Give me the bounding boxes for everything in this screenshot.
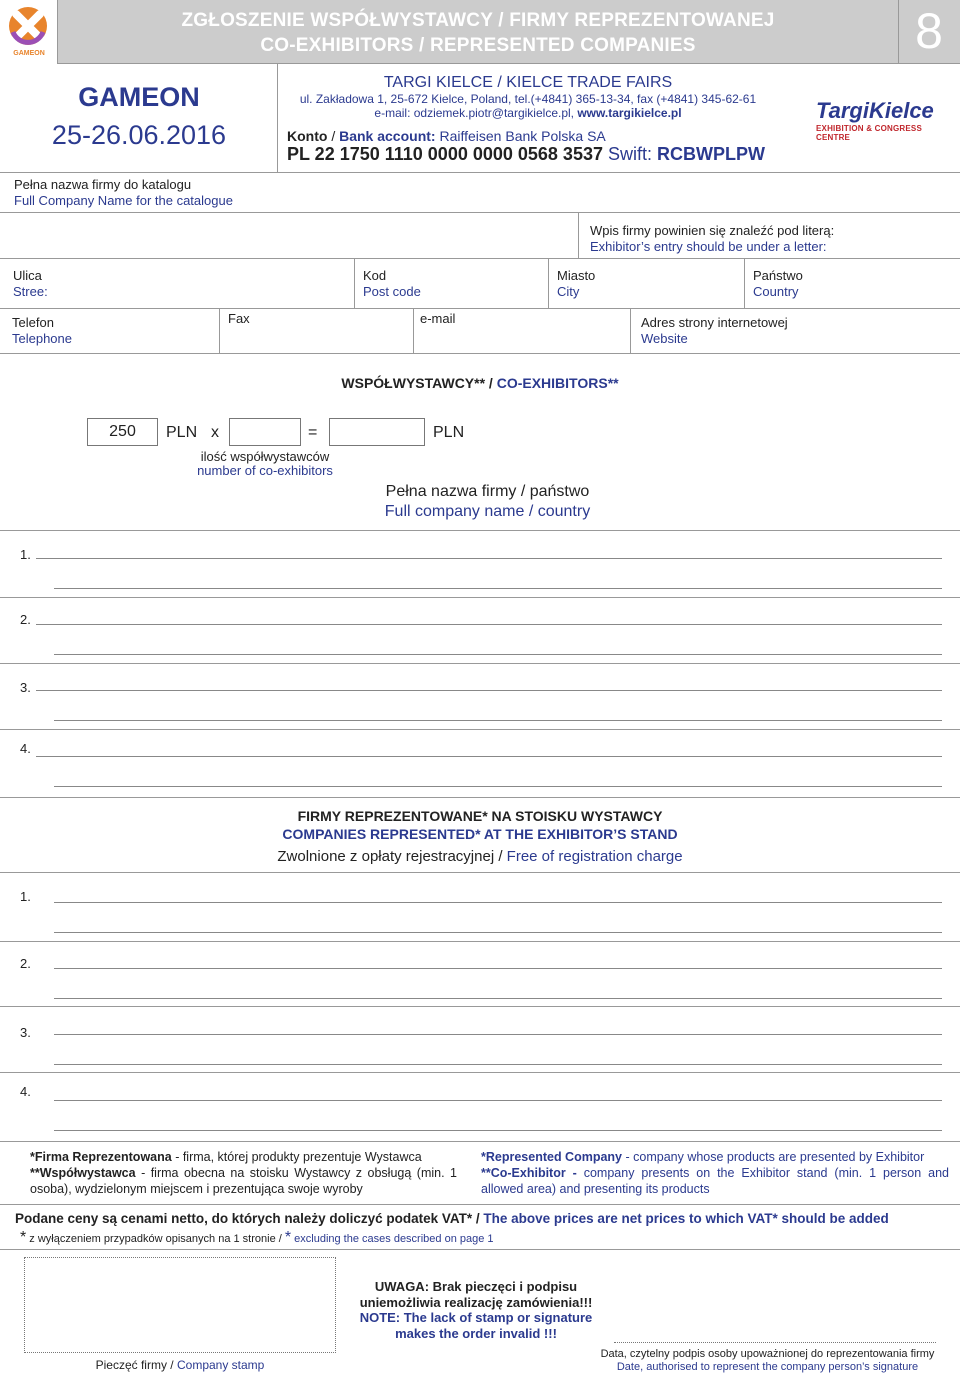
divider [0, 530, 960, 531]
coexhibitor-row-1-line-a[interactable] [36, 558, 942, 559]
coexhibitor-row-1-line-b[interactable] [54, 588, 942, 589]
country-field[interactable] [753, 268, 803, 300]
city-label-pl: Miasto [557, 268, 596, 283]
entry-letter-label-en: Exhibitor’s entry should be under a letter: [590, 239, 827, 254]
coexhibitor-name-header-en: Full company name / country [384, 503, 591, 520]
signature-label-pl: Data, czytelny podpis osoby upoważnionej do reprezentowania firmy [600, 1348, 935, 1360]
represented-row-number: 1. [20, 889, 31, 904]
phone-label-en: Telephone [12, 331, 72, 346]
entry-letter-label[interactable] [590, 223, 834, 255]
company-stamp-label [24, 1358, 336, 1372]
bank-account [287, 128, 606, 144]
divider [0, 353, 960, 354]
coexhibitor-row-number: 1. [20, 547, 31, 562]
footnote-rep-en-term: *Represented Company [481, 1150, 623, 1164]
form-title-pl: ZGŁOSZENIE WSPÓŁWYSTAWCY / FIRMY REPREZENTOWANEJ [181, 10, 775, 31]
divider [630, 308, 631, 353]
iban: PL 22 1750 1110 0000 0000 0568 3537 [287, 144, 603, 164]
represented-row-4-line-b[interactable] [54, 1130, 942, 1131]
coexhibitor-row-number: 2. [20, 612, 31, 627]
entry-letter-label-pl: Wpis firmy powinien się znaleźć pod literą: [590, 223, 835, 238]
coexhibitor-name-header [300, 482, 675, 522]
targi-kielce-logo [816, 98, 946, 142]
vat-note-en: The above prices are net prices to which VAT* should be added [483, 1211, 889, 1226]
email-label: e-mail [420, 311, 456, 326]
footnote-coex-pl-term: **Współwystawca [30, 1166, 136, 1180]
represented-fee-note-pl: Zwolnione z opłaty rejestracyjnej / [277, 848, 507, 865]
represented-row-4-line-a[interactable] [54, 1100, 942, 1101]
street-label-en: Stree: [13, 284, 48, 299]
phone-field[interactable] [12, 315, 72, 347]
represented-row-2-line-a[interactable] [54, 968, 942, 969]
postcode-label-en: Post code [363, 284, 421, 299]
quantity-input[interactable] [229, 418, 301, 446]
organizer-website[interactable]: www.targikielce.pl [577, 106, 682, 120]
divider [0, 172, 960, 173]
divider [0, 729, 960, 730]
postcode-label-pl: Kod [363, 268, 387, 283]
postcode-field[interactable] [363, 268, 421, 300]
represented-row-1-line-a[interactable] [54, 902, 942, 903]
footnote-en [481, 1149, 949, 1197]
stamp-label-pl: Pieczęć firmy / [95, 1358, 177, 1372]
gameon-logo-icon [4, 4, 52, 52]
signature-line[interactable] [614, 1342, 936, 1343]
bank-label-en: Bank account: [339, 128, 436, 144]
stamp-label-en: Company stamp [176, 1358, 265, 1372]
represented-fee-note-en: Free of registration charge [506, 848, 683, 865]
quantity-note-pl: ilość współwystawców [200, 449, 330, 464]
footnote-rep-pl-term: *Firma Reprezentowana [30, 1150, 172, 1164]
coexhibitor-row-2-line-b[interactable] [54, 654, 942, 655]
divider [219, 308, 220, 353]
fax-field[interactable] [228, 311, 250, 327]
asterisk: * [20, 1229, 27, 1246]
coexhibitor-row-3-line-b[interactable] [54, 720, 942, 721]
coexhibitor-row-4-line-b[interactable] [54, 786, 942, 787]
bank-sep: / [327, 128, 340, 144]
street-field[interactable] [13, 268, 48, 300]
warning-pl-line2: uniemożliwia realizację zamówienia!!! [359, 1294, 593, 1310]
event-name: GAMEON [78, 82, 200, 112]
phone-label-pl: Telefon [12, 315, 54, 330]
coexhibitor-row-2-line-a[interactable] [36, 624, 942, 625]
quantity-note [180, 450, 350, 478]
swift-code: RCBWPLPW [657, 144, 765, 164]
asterisk: * [284, 1229, 292, 1246]
divider [0, 797, 960, 798]
footnote-coex-pl-text: - firma obecna na stoisku Wystawcy z obsługą (min. 1 osoba), wydzielonym miejscem i prezentująca swoje wyroby [30, 1166, 457, 1196]
warning-note [336, 1279, 616, 1341]
divider [0, 308, 960, 309]
form-title-en: CO-EXHIBITORS / REPRESENTED COMPANIES [260, 35, 696, 56]
represented-row-3-line-b[interactable] [54, 1064, 942, 1065]
organizer-address: ul. Zakładowa 1, 25-672 Kielce, Poland, tel.(+4841) 365-13-34, fax (+4841) 345-62-61 [299, 92, 757, 106]
represented-title-pl: FIRMY REPREZENTOWANE* NA STOISKU WYSTAWCY [297, 808, 663, 824]
represented-row-1-line-b[interactable] [54, 932, 942, 933]
vat-exclusion-en: excluding the cases described on page 1 [291, 1233, 494, 1245]
company-stamp-area[interactable] [24, 1257, 336, 1353]
coexhibitor-row-4-line-a[interactable] [36, 756, 942, 757]
page-number: 8 [915, 3, 943, 59]
bank-label-pl: Konto [287, 128, 328, 144]
signature-label-en: Date, authorised to represent the company person’s signature [616, 1361, 919, 1373]
divider [354, 258, 355, 308]
divider [0, 1249, 960, 1250]
divider [0, 597, 960, 598]
website-field[interactable] [641, 315, 788, 347]
country-label-en: Country [753, 284, 799, 299]
organizer-contact [278, 106, 778, 120]
company-name-label-en: Full Company Name for the catalogue [14, 193, 233, 208]
targi-kielce-logo-name: TargiKielce [816, 98, 934, 123]
represented-row-number: 3. [20, 1025, 31, 1040]
vat-exclusion-note [20, 1229, 494, 1247]
country-label-pl: Państwo [753, 268, 803, 283]
coexhibitor-row-number: 3. [20, 680, 31, 695]
city-field[interactable] [557, 268, 595, 300]
bank-iban [287, 144, 765, 165]
event-block [0, 64, 278, 172]
total-input[interactable] [329, 418, 425, 446]
represented-title-en: COMPANIES REPRESENTED* AT THE EXHIBITOR’S STAND [282, 826, 678, 842]
footnote-pl [30, 1149, 457, 1197]
warning-pl-line1: UWAGA: Brak pieczęci i podpisu [374, 1279, 578, 1294]
times-sign: x [211, 424, 219, 441]
gameon-logo [0, 0, 58, 64]
divider [0, 212, 960, 213]
fax-label: Fax [228, 311, 250, 326]
organizer-email: e-mail: odziemek.piotr@targikielce.pl, [374, 106, 578, 120]
coexhibitors-title-en: CO-EXHIBITORS** [496, 375, 619, 391]
represented-row-number: 2. [20, 956, 31, 971]
bank-name: Raiffeisen Bank Polska SA [435, 128, 606, 144]
vat-exclusion-pl: z wyłączeniem przypadków opisanych na 1 stronie / [26, 1233, 285, 1245]
company-name-label-pl: Pełna nazwa firmy do katalogu [14, 177, 192, 192]
divider [0, 1141, 960, 1142]
divider [0, 941, 960, 942]
warning-en-line2: makes the order invalid !!! [395, 1325, 557, 1341]
vat-note-pl: Podane ceny są cenami netto, do których należy doliczyć podatek VAT* / [15, 1211, 484, 1226]
quantity-note-en: number of co-exhibitors [197, 463, 333, 478]
equals-sign: = [308, 424, 318, 441]
company-name-label [14, 177, 233, 209]
represented-row-number: 4. [20, 1084, 31, 1099]
divider [548, 258, 549, 308]
coexhibitor-row-3-line-a[interactable] [36, 690, 942, 691]
warning-en-line1: NOTE: The lack of stamp or signature [359, 1310, 593, 1325]
divider [578, 212, 579, 258]
coexhibitor-row-number: 4. [20, 741, 31, 756]
fee-currency: PLN [166, 424, 198, 441]
footnote-coex-en-text: company presents on the Exhibitor stand (min. 1 person and allowed area) and presenting its products [481, 1166, 949, 1196]
divider [0, 1072, 960, 1073]
divider [0, 663, 960, 664]
footnote-coex-en-term: **Co-Exhibitor - [481, 1166, 577, 1180]
footnote-rep-en-text: - company whose products are presented by Exhibitor [622, 1150, 925, 1164]
swift-label: Swift: [602, 144, 657, 164]
footnote-rep-pl-text: - firma, której produkty prezentuje Wystawca [171, 1150, 422, 1164]
website-label-en: Website [641, 331, 688, 346]
divider [0, 1006, 960, 1007]
gameon-logo-text: GAMEON [13, 50, 45, 57]
website-label-pl: Adres strony internetowej [641, 315, 788, 330]
total-currency: PLN [433, 424, 465, 441]
represented-row-3-line-a[interactable] [54, 1034, 942, 1035]
vat-note [15, 1211, 889, 1226]
divider [0, 258, 960, 259]
coexhibitors-title-pl: WSPÓŁWYSTAWCY** / [341, 375, 497, 391]
divider [0, 1204, 960, 1205]
organizer-title: TARGI KIELCE / KIELCE TRADE FAIRS [383, 74, 673, 91]
divider [413, 308, 414, 353]
coexhibitor-name-header-pl: Pełna nazwa firmy / państwo [385, 483, 590, 500]
targi-kielce-logo-sub: EXHIBITION & CONGRESS CENTRE [816, 124, 922, 142]
represented-fee-note [0, 848, 960, 865]
divider [744, 258, 745, 308]
represented-row-2-line-b[interactable] [54, 998, 942, 999]
city-label-en: City [557, 284, 580, 299]
coexhibitors-title [0, 375, 960, 391]
fee-box: 250 [87, 418, 158, 446]
event-dates: 25-26.06.2016 [51, 120, 227, 150]
street-label-pl: Ulica [13, 268, 42, 283]
divider [0, 872, 960, 873]
email-field[interactable] [420, 311, 455, 327]
